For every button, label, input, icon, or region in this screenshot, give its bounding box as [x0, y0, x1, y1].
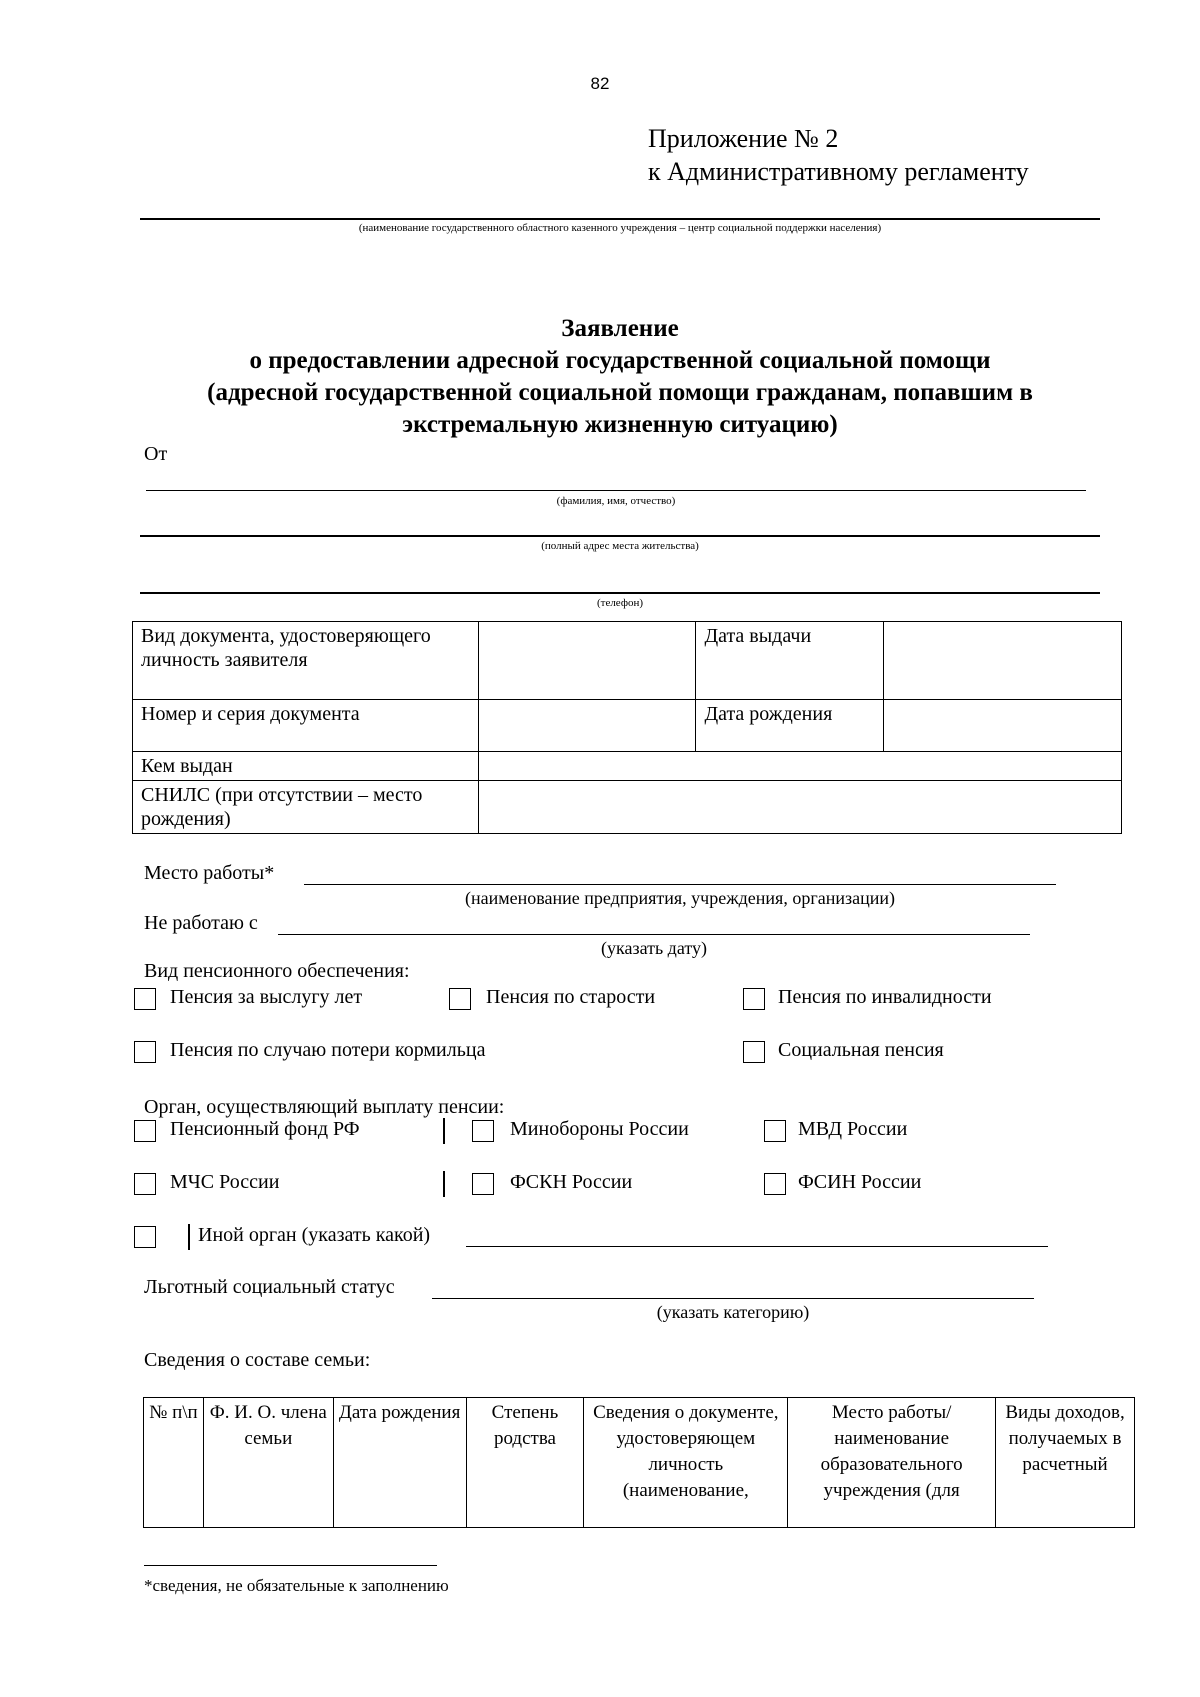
issued-by-label: Кем выдан	[133, 752, 479, 781]
document-subtitle-3: экстремальную жизненную ситуацию)	[402, 411, 838, 438]
not-working-caption: (указать дату)	[601, 938, 707, 958]
appendix-number: Приложение № 2	[648, 124, 839, 153]
snils-value[interactable]	[478, 781, 1121, 834]
pension-long-service-label: Пенсия за выслугу лет	[170, 986, 363, 1008]
status-caption: (указать категорию)	[656, 1302, 810, 1322]
address-line[interactable]	[140, 535, 1100, 537]
family-header-workplace: Место работы/ наименование образовательного учреждения (для	[788, 1398, 996, 1528]
doc-number-label: Номер и серия документа	[133, 700, 479, 752]
pension-social-label: Социальная пенсия	[778, 1039, 944, 1061]
institution-line	[140, 218, 1100, 220]
payer-pension-fund-checkbox[interactable]	[134, 1120, 156, 1142]
from-label: От	[144, 443, 168, 465]
payer-emergency-label: МЧС России	[170, 1171, 280, 1193]
pension-survivor-label: Пенсия по случаю потери кормильца	[170, 1039, 486, 1061]
work-caption: (наименование предприятия, учреждения, организации)	[465, 888, 895, 908]
payer-pension-fund-label: Пенсионный фонд РФ	[170, 1118, 360, 1140]
payer-defense-checkbox[interactable]	[472, 1120, 494, 1142]
payer-penitentiary-label: ФСИН России	[798, 1171, 922, 1193]
pension-old-age-checkbox[interactable]	[449, 988, 471, 1010]
appendix-reference: к Административному регламенту	[648, 157, 1029, 186]
issued-by-value[interactable]	[478, 752, 1121, 781]
pension-disability-checkbox[interactable]	[743, 988, 765, 1010]
address-caption: (полный адрес места жительства)	[541, 540, 699, 552]
payer-other-line[interactable]	[466, 1246, 1048, 1247]
pension-heading: Вид пенсионного обеспечения:	[144, 960, 410, 982]
phone-caption: (телефон)	[596, 597, 644, 609]
payer-interior-label: МВД России	[798, 1118, 908, 1140]
issue-date-label: Дата выдачи	[696, 622, 884, 700]
separator-bar	[188, 1224, 190, 1250]
phone-line[interactable]	[140, 592, 1100, 594]
family-heading: Сведения о составе семьи:	[144, 1349, 371, 1371]
work-line[interactable]	[304, 884, 1056, 885]
doc-type-value[interactable]	[478, 622, 696, 700]
payer-penitentiary-checkbox[interactable]	[764, 1173, 786, 1195]
birth-date-label: Дата рождения	[696, 700, 884, 752]
not-working-label: Не работаю с	[144, 912, 258, 934]
institution-caption: (наименование государственного областного казенного учреждения – центр социальной поддержки населения)	[358, 222, 882, 234]
work-label: Место работы*	[144, 862, 275, 884]
identity-document-table	[132, 621, 1122, 834]
pension-survivor-checkbox[interactable]	[134, 1041, 156, 1063]
payer-heading: Орган, осуществляющий выплату пенсии:	[144, 1096, 505, 1118]
family-header-document: Сведения о документе, удостоверяющем личность (наименование,	[584, 1398, 788, 1528]
fio-caption: (фамилия, имя, отчество)	[556, 495, 676, 507]
payer-other-label: Иной орган (указать какой)	[198, 1224, 431, 1246]
birth-date-value[interactable]	[884, 700, 1122, 752]
issue-date-value[interactable]	[884, 622, 1122, 700]
family-header-number: № п\п	[144, 1398, 204, 1528]
separator-bar	[443, 1171, 445, 1197]
separator-bar	[443, 1118, 445, 1144]
fio-line[interactable]	[146, 490, 1086, 491]
document-subtitle-2: (адресной государственной социальной помощи гражданам, попавшим в	[207, 379, 1033, 406]
status-label: Льготный социальный статус	[144, 1276, 395, 1298]
footnote: *сведения, не обязательные к заполнению	[144, 1576, 449, 1595]
doc-type-label: Вид документа, удостоверяющего личность заявителя	[133, 622, 479, 700]
family-table	[143, 1397, 1135, 1528]
family-header-income: Виды доходов, получаемых в расчетный	[996, 1398, 1135, 1528]
snils-label: СНИЛС (при отсутствии – место рождения)	[133, 781, 479, 834]
payer-drug-control-label: ФСКН России	[510, 1171, 633, 1193]
payer-other-checkbox[interactable]	[134, 1226, 156, 1248]
status-line[interactable]	[432, 1298, 1034, 1299]
not-working-line[interactable]	[278, 934, 1030, 935]
payer-interior-checkbox[interactable]	[764, 1120, 786, 1142]
document-subtitle-1: о предоставлении адресной государственной социальной помощи	[249, 347, 991, 374]
payer-emergency-checkbox[interactable]	[134, 1173, 156, 1195]
family-header-relation: Степень родства	[466, 1398, 584, 1528]
pension-social-checkbox[interactable]	[743, 1041, 765, 1063]
family-header-birth-date: Дата рождения	[333, 1398, 466, 1528]
page-number: 82	[590, 74, 610, 93]
payer-drug-control-checkbox[interactable]	[472, 1173, 494, 1195]
pension-long-service-checkbox[interactable]	[134, 988, 156, 1010]
document-title: Заявление	[561, 315, 679, 342]
payer-defense-label: Минобороны России	[510, 1118, 689, 1140]
pension-disability-label: Пенсия по инвалидности	[778, 986, 992, 1008]
family-header-name: Ф. И. О. члена семьи	[203, 1398, 333, 1528]
pension-old-age-label: Пенсия по старости	[486, 986, 656, 1008]
footnote-separator	[144, 1565, 437, 1566]
doc-number-value[interactable]	[478, 700, 696, 752]
